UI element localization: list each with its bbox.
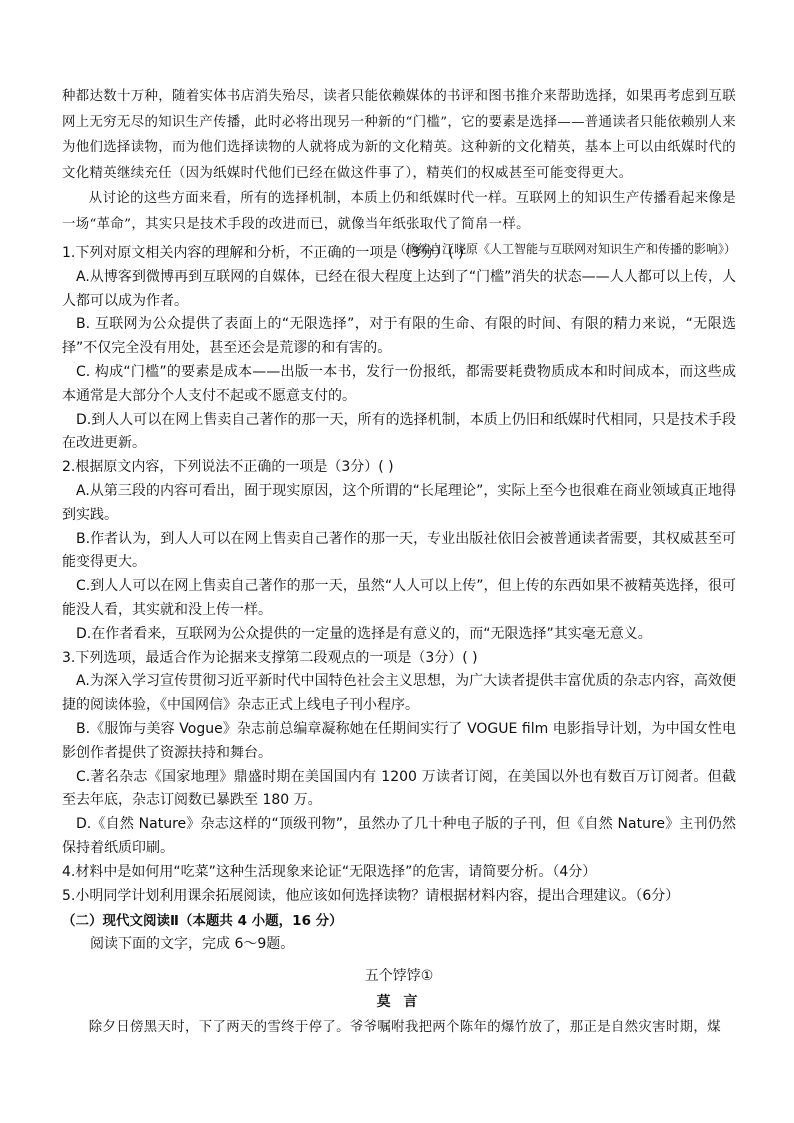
story-first-line: 除夕日傍黑天时，下了两天的雪终于停了。爷爷嘱咐我把两个陈年的爆竹放了，那正是自然灾害时期，煤	[88, 1019, 721, 1035]
question-option: B.《服饰与美容 Vogue》杂志前总编章凝称她在任期间实行了 VOGUE film 电影指导计划，为中国女性电影创作者提供了资源扶持和舞台。	[62, 720, 736, 761]
question-stem: 3.下列选项，最适合作为论据来支撑第二段观点的一项是（3分）( )	[62, 649, 478, 666]
questions-block	[62, 242, 736, 908]
question-1	[62, 242, 736, 456]
question-option: D.在作者看来，互联网为公众提供的一定量的选择是有意义的，而“无限选择”其实毫无意义。	[76, 625, 652, 642]
passage-paragraph-2: 从讨论的这些方面来看，所有的选择机制，本质上仍和纸媒时代一样。互联网上的知识生产传播看起来像是一场“革命”，其实只是技术手段的改进而已，就像当年纸张取代了简帛一样。	[62, 191, 736, 232]
question-option: C.到人人可以在网上售卖自己著作的那一天，虽然“人人可以上传”，但上传的东西如果不被精英选择，很可能没人看，其实就和没上传一样。	[62, 578, 736, 618]
section-2	[62, 909, 736, 1040]
section-heading: （二）现代文阅读Ⅱ（本题共 4 小题，16 分）	[62, 913, 343, 929]
section-instruction: 阅读下面的文字，完成 6～9题。	[90, 936, 295, 952]
question-option: A.为深入学习宣传贯彻习近平新时代中国特色社会主义思想，为广大读者提供丰富优质的杂志内容，高效便捷的阅读体验，《中国网信》杂志正式上线电子刊小程序。	[62, 673, 736, 714]
question-stem: 1.下列对原文相关内容的理解和分析，不正确的一项是（3分）( )	[62, 245, 464, 261]
question-4	[62, 861, 736, 885]
passage-block	[62, 84, 736, 260]
question-option: B.作者认为，到人人可以在网上售卖自己著作的那一天，专业出版社依旧会被普通读者需要，其权威甚至可能变得更大。	[62, 530, 736, 571]
question-option: C.著名杂志《国家地理》鼎盛时期在美国国内有 1200 万读者订阅，在美国以外也有数百万订阅者。但截至去年底，杂志订阅数已暴跌至 180 万。	[62, 768, 736, 809]
passage-source: （摘编自江晓原《人工智能与互联网对知识生产和传播的影响》）	[393, 241, 736, 256]
question-option: D.《自然 Nature》杂志这样的“顶级刊物”，虽然办了几十种电子版的子刊，但《自然 Nature》主刊仍然保持着纸质印刷。	[62, 816, 736, 856]
question-3	[62, 647, 736, 861]
question-option: D.到人人可以在网上售卖自己著作的那一天，所有的选择机制，本质上仍旧和纸媒时代相同，只是技术手段在改进更新。	[62, 411, 736, 452]
passage-paragraph-1: 种都达数十万种，随着实体书店消失殆尽，读者只能依赖媒体的书评和图书推介来帮助选择，如果再考虑到互联网上无穷无尽的知识生产传播，此时必将出现另一种新的“门槛”，它的要素是选择——普通读者只能依赖别人来为他们选择读物，而为他们选择读物的人就将成为新的文化精英。这种新的文化精英，基本上可以由纸媒时代的文化精英继续充任（因为纸媒时代他们已经在做这件事了），精英们的权威甚至可能变得更大。	[62, 89, 736, 181]
story-title: 五个饽饽①	[364, 967, 434, 984]
question-2	[62, 456, 736, 646]
question-option: A.从第三段的内容可看出，囿于现实原因，这个所谓的“长尾理论”，实际上至今也很难在商业领域真正地得到实践。	[62, 482, 736, 523]
question-option: C. 构成“门槛”的要素是成本——出版一本书，发行一份报纸，都需要耗费物质成本和时间成本，而这些成本通常是大部分个人支付不起或不愿意支付的。	[62, 363, 736, 404]
question-5	[62, 885, 736, 909]
question-option: A.从博客到微博再到互联网的自媒体，已经在很大程度上达到了“门槛”消失的状态——人人都可以上传，人人都可以成为作者。	[62, 268, 736, 309]
question-stem: 5.小明同学计划利用课余拓展阅读，他应该如何选择读物？请根据材料内容，提出合理建议。（6分）	[62, 887, 680, 904]
question-option: B. 互联网为公众提供了表面上的“无限选择”，对于有限的生命、有限的时间、有限的精力来说，“无限选择”不仅完全没有用处，甚至还会是荒谬的和有害的。	[62, 316, 736, 357]
story-author: 莫 言	[376, 993, 422, 1010]
question-stem: 4.材料中是如何用“吃菜”这种生活现象来论证“无限选择”的危害，请简要分析。（4分）	[62, 863, 597, 880]
question-stem: 2.根据原文内容，下列说法不正确的一项是（3分）( )	[62, 459, 394, 476]
